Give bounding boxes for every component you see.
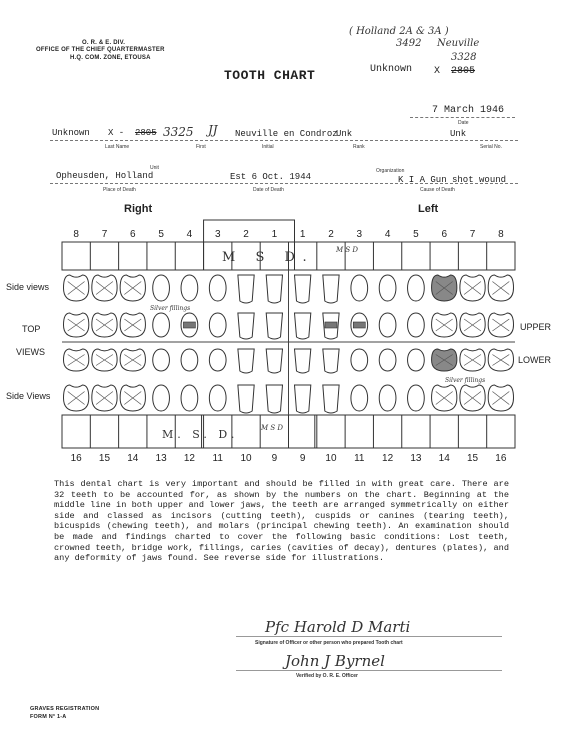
- hand-initials: JJ: [208, 123, 218, 137]
- msd-lower: M. S. D.: [162, 428, 239, 441]
- hand-number: 3325: [163, 125, 194, 139]
- msd-lower-small: M S D: [261, 424, 284, 432]
- msd-upper-small: M S D: [336, 246, 359, 254]
- caption-date-of-death: Date of Death: [253, 187, 284, 193]
- verifier-signature: John J Byrnel: [285, 652, 385, 670]
- tooth-ls-5: [181, 385, 198, 411]
- tooth-us-10: [323, 275, 339, 303]
- hq-label: H.Q. COM. ZONE, ETOUSA: [70, 55, 151, 61]
- lower-tooth-number: 11: [212, 453, 223, 464]
- caption-cause-of-death: Cause of Death: [420, 187, 455, 193]
- place-name: Neuville en Condroz: [235, 129, 338, 139]
- tooth-ls-4: [153, 385, 170, 411]
- silver-filling-mark-3: [353, 322, 365, 328]
- tooth-ut-9: [295, 313, 311, 339]
- upper-tooth-number: 8: [73, 229, 79, 240]
- lower-tooth-number: 13: [155, 453, 167, 464]
- annotation-upper: Silver fillings: [150, 305, 191, 312]
- tooth-ls-8: [266, 385, 282, 413]
- left-label: Left: [418, 203, 439, 215]
- note-3492: 3492: [396, 38, 422, 49]
- tooth-us-13: [408, 275, 425, 301]
- caption-last-name: Last Name: [105, 144, 130, 150]
- msd-upper: M S D.: [222, 250, 315, 265]
- tooth-ls-12: [379, 385, 396, 411]
- lower-tooth-number: 16: [495, 453, 507, 464]
- tooth-ls-9: [295, 385, 311, 413]
- upper-tooth-number: 3: [356, 229, 363, 240]
- note-neuville: Neuville: [437, 38, 480, 49]
- tooth-lt-4: [153, 349, 170, 371]
- tooth-lt-9: [295, 349, 311, 373]
- tooth-us-9: [295, 275, 311, 303]
- tooth-ut-4: [153, 313, 170, 337]
- upper-tooth-number: 7: [469, 229, 476, 240]
- caption-organization: Organization: [376, 168, 405, 174]
- footer-line1: GRAVES REGISTRATION: [30, 706, 100, 712]
- side-views-top-label: Side views: [6, 282, 50, 292]
- date-of-death: Est 6 Oct. 1944: [230, 172, 312, 182]
- verifier-caption: Verified by O. R. E. Officer: [296, 673, 358, 679]
- division-label: O. R. & E. DIV.: [82, 40, 126, 46]
- unknown-x: X: [434, 66, 441, 77]
- tooth-us-11: [351, 275, 368, 301]
- tooth-us-6: [209, 275, 226, 301]
- lower-tooth-number: 15: [98, 453, 111, 464]
- date-caption: Date: [458, 120, 469, 126]
- lower-tooth-number: 14: [127, 453, 139, 464]
- tooth-us-7: [238, 275, 254, 303]
- lower-tooth-number: 13: [410, 453, 422, 464]
- lower-tooth-number: 9: [271, 453, 278, 464]
- unknown-label: Unknown: [370, 64, 413, 75]
- caption-rank: Rank: [353, 144, 365, 150]
- last-name: Unknown: [52, 128, 90, 138]
- x-prefix: X -: [108, 128, 125, 138]
- caption-serial: Serial No.: [480, 144, 502, 150]
- side-views-bottom-label: Side Views: [6, 391, 51, 401]
- tooth-ls-7: [238, 385, 254, 413]
- note-holland: ( Holland 2A & 3A ): [349, 26, 449, 37]
- tooth-lt-12: [379, 349, 396, 371]
- instructions-text: This dental chart is very important and should be filled in with great care. There are 32 teeth to be accounted for, as shown by the numbers on the chart. Beginning at the middle line in both upper and lower jaws, the teeth are arranged symmetrically on either side and classed as incisors (cutting teeth), cuspids or canines (tearing teeth), bicuspids (chewing teeth), and molars (principal chewing teeth). An examination should be made and findings charted to cover the following basic conditions: Lost teeth, crowned teeth, bridge work, fillings, caries (cavities of decay), dentures (plates), and any deformity of jaws found. See reverse side for illustrations.: [54, 479, 509, 564]
- lower-tooth-number: 14: [438, 453, 450, 464]
- right-label: Right: [124, 203, 153, 215]
- preparer-signature: Pfc Harold D Marti: [265, 618, 411, 636]
- annotation-lower: Silver fillings: [445, 377, 486, 384]
- silver-filling-mark-2: [325, 322, 337, 328]
- lower-tooth-number: 11: [354, 453, 365, 464]
- note-3328: 3328: [451, 52, 477, 63]
- tooth-us-5: [181, 275, 198, 301]
- caption-unit: Unit: [150, 165, 159, 171]
- lower-tooth-number: 16: [70, 453, 82, 464]
- tooth-us-4: [153, 275, 170, 301]
- serial-value: Unk: [450, 129, 467, 139]
- caption-place-of-death: Place of Death: [103, 187, 136, 193]
- lower-tooth-number: 15: [466, 453, 479, 464]
- lower-tooth-number: 12: [382, 453, 394, 464]
- caption-first: First: [196, 144, 206, 150]
- tooth-lt-8: [266, 349, 282, 373]
- upper-tooth-number: 7: [101, 229, 108, 240]
- lower-tooth-number: 10: [240, 453, 252, 464]
- lower-tooth-number: 10: [325, 453, 337, 464]
- tooth-lt-7: [238, 349, 254, 373]
- upper-tooth-number: 2: [328, 229, 334, 240]
- tooth-us-8: [266, 275, 282, 303]
- upper-tooth-number: 5: [413, 229, 419, 240]
- tooth-ut-8: [266, 313, 282, 339]
- tooth-lt-6: [209, 349, 226, 371]
- lower-tooth-number: 12: [183, 453, 195, 464]
- upper-tooth-number: 2: [243, 229, 249, 240]
- upper-tooth-number: 1: [271, 229, 278, 240]
- page-title: TOOTH CHART: [224, 68, 316, 83]
- struck-number: 2805: [135, 128, 157, 138]
- upper-tooth-number: 4: [384, 229, 391, 240]
- tooth-lt-5: [181, 349, 198, 371]
- rank-value: Unk: [336, 129, 353, 139]
- tooth-ut-7: [238, 313, 254, 339]
- tooth-lt-11: [351, 349, 368, 371]
- upper-tooth-number: 8: [498, 229, 504, 240]
- tooth-us-12: [379, 275, 396, 301]
- tooth-ut-6: [209, 313, 226, 337]
- unknown-number: 2805: [451, 66, 476, 77]
- tooth-ls-11: [351, 385, 368, 411]
- silver-filling-mark-1: [183, 322, 195, 328]
- footer-line2: FORM N° 1-A: [30, 714, 67, 720]
- upper-tooth-number: 5: [158, 229, 164, 240]
- lower-label: LOWER: [518, 355, 552, 365]
- tooth-lt-10: [323, 349, 339, 373]
- cause-of-death: K I A Gun shot wound: [398, 175, 507, 185]
- caption-initial: Initial: [262, 144, 274, 150]
- tooth-ls-6: [209, 385, 226, 411]
- upper-tooth-number: 6: [441, 229, 447, 240]
- tooth-ut-13: [408, 313, 425, 337]
- preparer-caption: Signature of Officer or other person who prepared Tooth chart: [255, 640, 403, 646]
- upper-label: UPPER: [520, 322, 552, 332]
- place-of-death: Opheusden, Holland: [56, 171, 154, 181]
- office-label: OFFICE OF THE CHIEF QUARTERMASTER: [36, 47, 165, 53]
- tooth-ls-10: [323, 385, 339, 413]
- views-label: VIEWS: [16, 347, 46, 357]
- upper-tooth-number: 4: [186, 229, 193, 240]
- tooth-ls-13: [408, 385, 425, 411]
- tooth-lt-13: [408, 349, 425, 371]
- top-views-label: TOP: [22, 324, 41, 334]
- lower-tooth-number: 9: [299, 453, 306, 464]
- upper-tooth-number: 6: [130, 229, 136, 240]
- upper-tooth-number: 1: [299, 229, 306, 240]
- date-value: 7 March 1946: [432, 105, 505, 116]
- tooth-ut-12: [379, 313, 396, 337]
- upper-tooth-number: 3: [214, 229, 221, 240]
